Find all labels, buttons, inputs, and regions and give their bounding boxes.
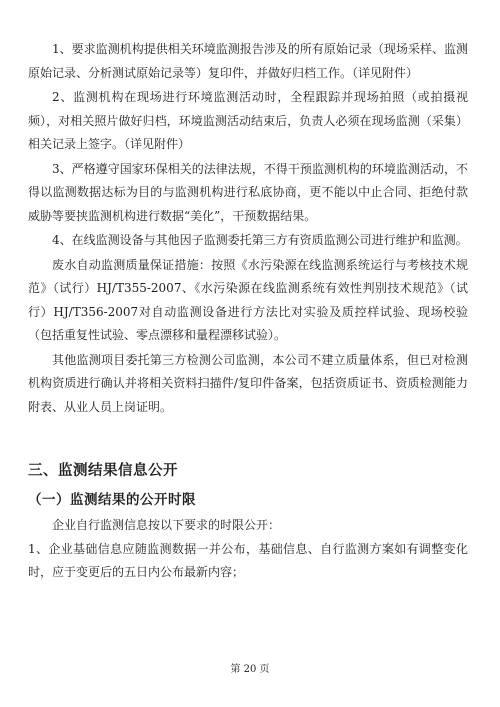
other-monitoring-paragraph: 其他监测项目委托第三方检测公司监测，本公司不建立质量体系，但已对检测机构资质进行确认并将相关资料扫描件/复印件备案，包括资质证书、资质检测能力附表、从业人员上岗证明。 <box>28 352 468 414</box>
item-3: 3、严格遵守国家环保相关的法律法规，不得干预监测机构的环境监测活动，不得以监测数据达标为目的与监测机构进行私底协商，更不能以中止合同、拒绝付款威胁等要挟监测机构进行数据“美化”，干预数据结果。 <box>28 161 468 223</box>
item-4: 4、在线监测设备与其他因子监测委托第三方有资质监测公司进行维护和监测。 <box>52 233 468 247</box>
item-1: 1、要求监测机构提供相关环境监测报告涉及的所有原始记录（现场采样、监测原始记录、分析测试原始记录等）复印件，并做好归档工作。（详见附件） <box>28 42 468 80</box>
subsection-heading: （一）监测结果的公开时限 <box>28 492 196 508</box>
list-item-1: 1、企业基础信息应随监测数据一并公布，基础信息、自行监测方案如有调整变化时，应于变更后的五日内公布最新内容； <box>28 541 468 579</box>
intro-paragraph: 企业自行监测信息按以下要求的时限公开： <box>52 518 281 532</box>
qa-measures-paragraph: 废水自动监测质量保证措施：按照《水污染源在线监测系统运行与考核技术规范》（试行）HJ/T355-2007、《水污染源在线监测系统有效性判别技术规范》（试行）HJ/T356-2007对自动监测设备进行方法比对实验及质控样试验、现场校验（包括重复性试验、零点漂移和量程漂移试验）。 <box>28 257 468 342</box>
section-heading: 三、监测结果信息公开 <box>28 463 178 479</box>
page-number: 第 20 页 <box>230 664 270 675</box>
item-2: 2、监测机构在现场进行环境监测活动时，全程跟踪并现场拍照（或拍摄视频），对相关照片做好归档，环境监测活动结束后，负责人必须在现场监测（采集）相关记录上签字。（详见附件） <box>28 90 468 151</box>
